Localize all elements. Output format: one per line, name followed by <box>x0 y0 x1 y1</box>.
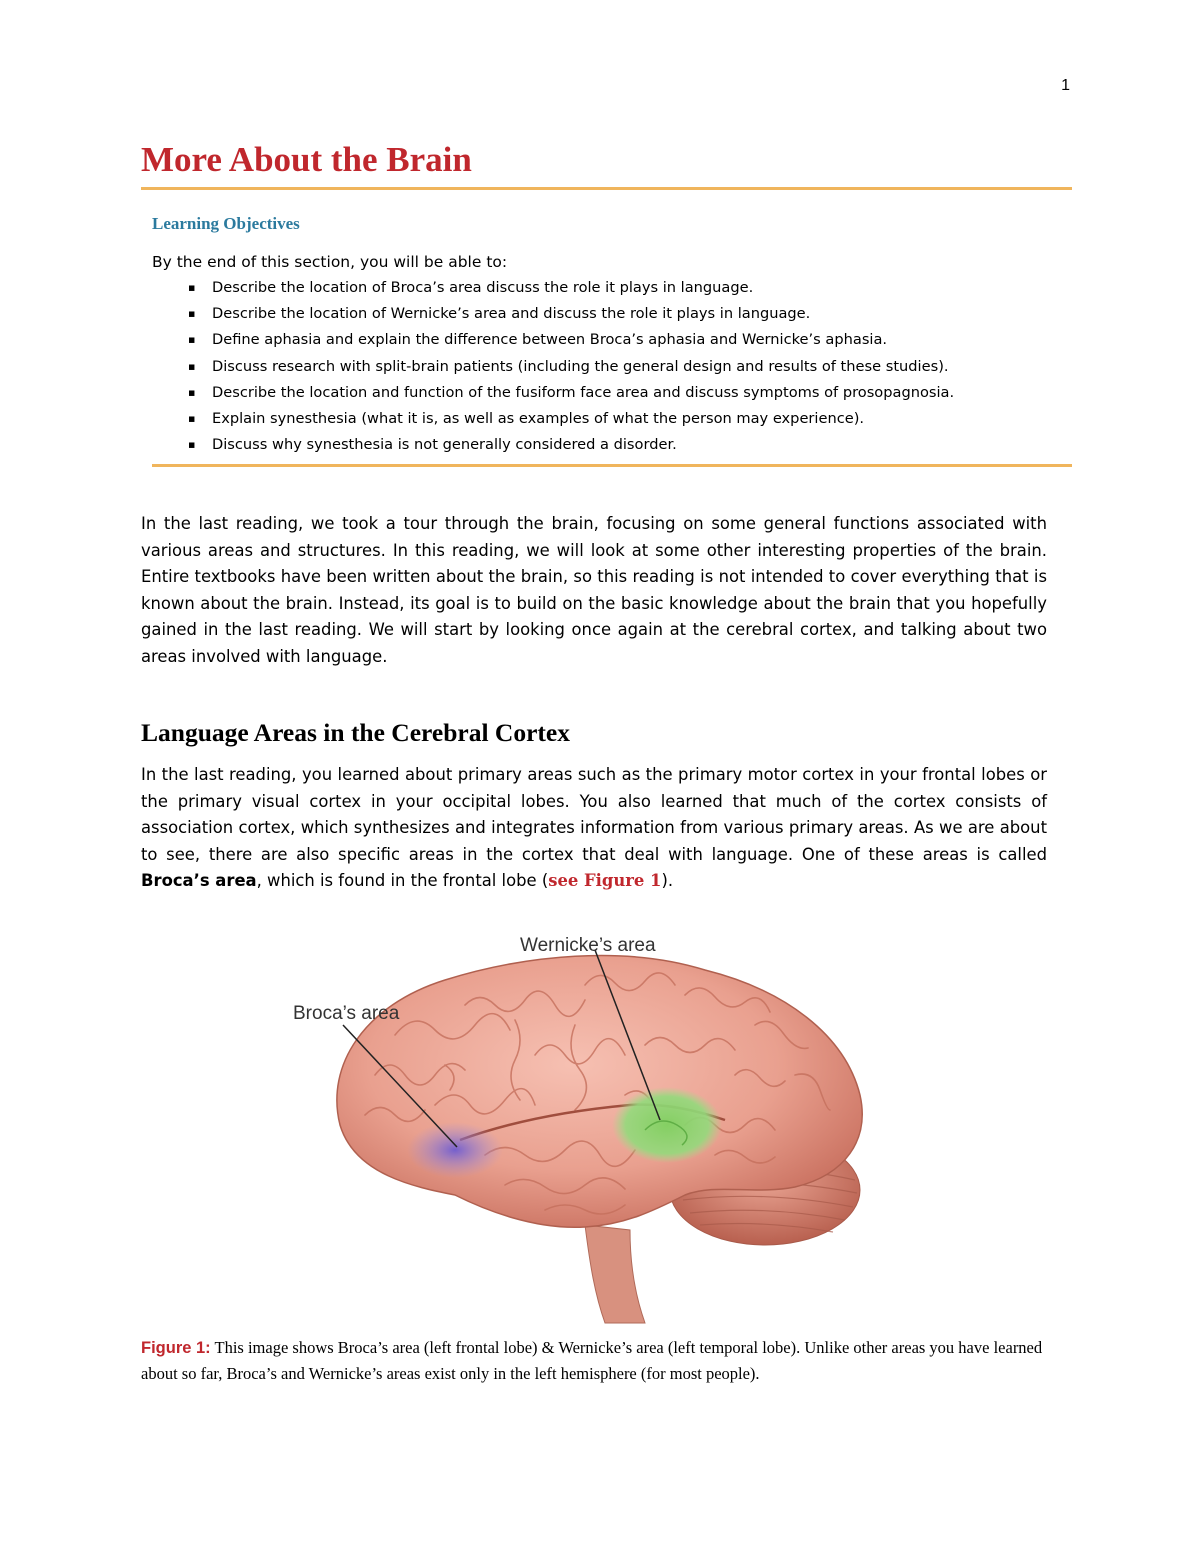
title-divider <box>141 187 1072 190</box>
bullet-icon: ▪ <box>188 333 196 347</box>
brainstem <box>585 1225 645 1323</box>
list-item <box>188 275 1068 301</box>
bullet-icon: ▪ <box>188 307 196 321</box>
section-paragraph: In the last reading, you learned about primary areas such as the primary motor cortex in your frontal lobes or the primary visual cortex in your occipital lobes. You also learned that much of the cortex consists of association cortex, which synthesizes and integrates information from various primary areas. As we are about to see, there are also specific areas in the cortex that deal with language. One of these areas is called Broca’s area, which is found in the frontal lobe (see Figure 1). <box>141 765 1047 890</box>
bullet-icon: ▪ <box>188 438 196 452</box>
list-item <box>188 301 1068 327</box>
brain-figure <box>285 925 905 1325</box>
learning-objectives-list <box>188 275 1068 458</box>
figure-caption <box>141 1335 1047 1386</box>
figure-caption-text: This image shows Broca’s area (left frontal lobe) & Wernicke’s area (left temporal lobe). Unlike other areas you have learned about so far, Broca’s and Wernicke’s areas exist only in the left hemisphere (for most people). <box>141 1338 1043 1383</box>
wernickes-area-highlight <box>612 1087 722 1163</box>
page-title: More About the Brain <box>141 140 472 179</box>
list-item-text: Define aphasia and explain the difference between Broca’s aphasia and Wernicke’s aphasia. <box>212 331 888 349</box>
list-item <box>188 327 1068 353</box>
page-number: 1 <box>1061 77 1070 94</box>
term-brocas-area: Broca’s area <box>141 871 257 890</box>
figure-caption-label: Figure 1: <box>141 1339 211 1357</box>
list-item-text: Describe the location and function of the fusiform face area and discuss symptoms of prosopagnosia. <box>212 383 955 401</box>
list-item-text: Describe the location of Broca’s area discuss the role it plays in language. <box>212 279 754 296</box>
list-item-text: Explain synesthesia (what it is, as well as examples of what the person may experience). <box>212 409 865 427</box>
cerebrum <box>337 956 862 1228</box>
wernickes-area-label: Wernicke’s area <box>520 935 656 956</box>
list-item <box>188 406 1068 432</box>
brocas-area-label: Broca’s area <box>293 1003 400 1024</box>
bullet-icon: ▪ <box>188 385 196 399</box>
list-item <box>188 380 1068 406</box>
bullet-icon: ▪ <box>188 281 196 294</box>
list-item <box>188 432 1068 458</box>
section-heading: Language Areas in the Cerebral Cortex <box>141 718 570 747</box>
learning-objectives-heading: Learning Objectives <box>152 214 300 233</box>
figure-reference-link[interactable]: see Figure 1 <box>548 871 662 890</box>
brocas-area-highlight <box>407 1122 503 1178</box>
objectives-divider <box>152 464 1072 467</box>
list-item-text: Discuss research with split-brain patients (including the general design and results of these studies). <box>212 357 949 375</box>
list-item <box>188 354 1068 380</box>
bullet-icon: ▪ <box>188 411 196 425</box>
intro-paragraph: In the last reading, we took a tour through the brain, focusing on some general functions associated with various areas and structures. In this reading, we will look at some other interesting properties of the brain. Entire textbooks have been written about the brain, so this reading is not intended to cover everything that is known about the brain. Instead, its goal is to build on the basic knowledge about the brain that you hopefully gained in the last reading. We will start by looking once again at the cerebral cortex, and talking about two areas involved with language. <box>141 514 1047 666</box>
list-item-text: Discuss why synesthesia is not generally considered a disorder. <box>212 436 677 454</box>
list-item-text: Describe the location of Wernicke’s area and discuss the role it plays in language. <box>212 305 811 323</box>
learning-objectives-intro: By the end of this section, you will be able to: <box>152 253 508 271</box>
bullet-icon: ▪ <box>188 359 196 373</box>
brain-illustration <box>285 925 905 1325</box>
